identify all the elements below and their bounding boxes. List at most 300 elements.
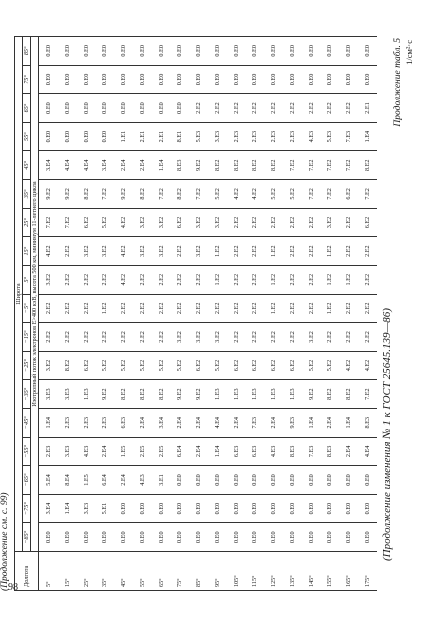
flux-value-cell: 4.E4 (208, 408, 227, 437)
flux-value-cell: 0.E0 (170, 65, 189, 94)
latitude-column-header: −75° (23, 494, 31, 523)
flux-value-cell: 9.E2 (58, 180, 77, 209)
longitude-cell: 85° (189, 552, 208, 591)
flux-value-cell: 5.E1 (95, 494, 114, 523)
latitude-column-header: 45° (23, 151, 31, 180)
flux-value-cell: 4.E2 (114, 237, 133, 266)
flux-value-cell: 8.E2 (208, 151, 227, 180)
flux-value-cell: 0.E0 (58, 37, 77, 66)
longitude-cell: 145° (302, 552, 321, 591)
flux-value-cell: 1.E2 (321, 265, 340, 294)
flux-value-cell: 2.E4 (264, 408, 283, 437)
flux-value-cell: 2.E2 (264, 94, 283, 123)
flux-value-cell: 3.E2 (39, 351, 58, 380)
flux-value-cell: 0.E0 (227, 523, 246, 552)
flux-value-cell: 8.E2 (321, 380, 340, 409)
flux-value-cell: 0.E0 (283, 466, 302, 495)
band-row (31, 37, 39, 591)
flux-value-cell: 2.E4 (321, 408, 340, 437)
flux-value-cell: 5.E2 (170, 351, 189, 380)
table-row (152, 37, 171, 591)
flux-value-cell: 0.E0 (114, 37, 133, 66)
flux-value-cell: 3.E2 (189, 208, 208, 237)
flux-value-cell: 0.E0 (95, 94, 114, 123)
flux-value-cell: 6.E2 (358, 208, 377, 237)
flux-value-cell: 3.E4 (39, 151, 58, 180)
flux-value-cell: 2.E2 (358, 265, 377, 294)
flux-value-cell: 0.E0 (302, 494, 321, 523)
flux-value-cell: 2.E2 (39, 294, 58, 323)
flux-value-cell: 8.E2 (152, 380, 171, 409)
flux-value-cell: 0.E0 (246, 466, 265, 495)
flux-value-cell: 1.E3 (264, 380, 283, 409)
flux-value-cell: 0.E0 (95, 122, 114, 151)
flux-value-cell: 0.E0 (358, 466, 377, 495)
flux-value-cell: 2.E2 (246, 208, 265, 237)
longitude-cell: 125° (264, 552, 283, 591)
flux-value-cell: 7.E2 (358, 180, 377, 209)
flux-value-cell: 6.E2 (170, 208, 189, 237)
flux-value-cell: 2.E2 (302, 94, 321, 123)
flux-value-cell: 4.E4 (358, 437, 377, 466)
flux-value-cell: 1.E3 (283, 380, 302, 409)
flux-value-cell: 2.E2 (58, 294, 77, 323)
flux-value-cell: 2.E2 (283, 294, 302, 323)
flux-value-cell: 2.E3 (246, 122, 265, 151)
flux-value-cell: 8.E3 (321, 437, 340, 466)
flux-value-cell: 2.E2 (246, 94, 265, 123)
flux-value-cell: 0.E0 (152, 65, 171, 94)
latitude-column-header: −5° (23, 294, 31, 323)
flux-value-cell: 2.E1 (133, 122, 152, 151)
longitude-cell: 25° (77, 552, 96, 591)
flux-value-cell: 7.E2 (95, 180, 114, 209)
flux-value-cell: 0.E0 (39, 523, 58, 552)
flux-value-cell: 0.E0 (114, 94, 133, 123)
flux-value-cell: 0.E0 (227, 65, 246, 94)
flux-value-cell: 0.E0 (170, 523, 189, 552)
flux-value-cell: 2.E2 (227, 208, 246, 237)
flux-value-cell: 2.E2 (95, 265, 114, 294)
flux-value-cell: 2.E2 (339, 94, 358, 123)
latitude-column-header: 85° (23, 37, 31, 66)
flux-value-cell: 4.E2 (246, 180, 265, 209)
page-number: 98 (8, 582, 18, 593)
flux-value-cell: 5.E3 (321, 122, 340, 151)
flux-value-cell: 2.E2 (283, 237, 302, 266)
flux-value-cell: 8.E4 (58, 466, 77, 495)
table-row (321, 37, 340, 591)
longitude-cell: 115° (246, 552, 265, 591)
flux-value-cell: 0.E0 (58, 523, 77, 552)
flux-value-cell: 2.E2 (77, 265, 96, 294)
table-row (39, 37, 58, 591)
flux-value-cell: 0.E0 (133, 94, 152, 123)
flux-value-cell: 2.E3 (264, 122, 283, 151)
flux-value-cell: 0.E0 (152, 94, 171, 123)
flux-value-cell: 1.E2 (264, 237, 283, 266)
flux-value-cell: 1.E4 (208, 437, 227, 466)
flux-value-cell: 2.E2 (114, 323, 133, 352)
flux-value-cell: 2.E2 (321, 94, 340, 123)
flux-value-cell: 2.E3 (58, 408, 77, 437)
continuation-note: (Продолжение см. с. 99) (0, 492, 10, 591)
flux-value-cell: 5.E2 (321, 351, 340, 380)
flux-value-cell: 2.E2 (170, 265, 189, 294)
flux-value-cell: 5.E3 (189, 122, 208, 151)
latitude-column-header: 75° (23, 65, 31, 94)
flux-value-cell: 9.E2 (170, 380, 189, 409)
flux-value-cell: 2.E4 (114, 151, 133, 180)
flux-value-cell: 8.E2 (264, 151, 283, 180)
flux-value-cell: 3.E3 (39, 380, 58, 409)
flux-value-cell: 5.E2 (208, 351, 227, 380)
flux-value-cell: 2.E2 (170, 237, 189, 266)
flux-value-cell: 6.E2 (283, 351, 302, 380)
flux-value-cell: 0.E0 (283, 37, 302, 66)
flux-value-cell: 0.E0 (283, 523, 302, 552)
flux-value-cell: 1.E3 (227, 380, 246, 409)
flux-value-cell: 2.E4 (114, 466, 133, 495)
flux-value-cell: 0.E0 (321, 37, 340, 66)
flux-value-cell: 6.E3 (246, 437, 265, 466)
flux-value-cell: 2.E2 (189, 265, 208, 294)
flux-value-cell: 0.E0 (208, 65, 227, 94)
flux-value-cell: 0.E0 (170, 94, 189, 123)
flux-value-cell: 3.E2 (189, 237, 208, 266)
flux-value-cell: 3.E2 (321, 208, 340, 237)
longitude-cell: 95° (208, 552, 227, 591)
flux-value-cell: 0.E0 (208, 466, 227, 495)
flux-value-cell: 6.E2 (246, 351, 265, 380)
flux-value-cell: 2.E2 (77, 323, 96, 352)
flux-value-cell: 5.E2 (302, 351, 321, 380)
flux-value-cell: 2.E2 (227, 237, 246, 266)
flux-value-cell: 4.E2 (339, 351, 358, 380)
flux-value-cell: 0.E0 (302, 37, 321, 66)
flux-value-cell: 6.E2 (227, 351, 246, 380)
flux-value-cell: 0.E0 (358, 37, 377, 66)
flux-value-cell: 5.E2 (95, 351, 114, 380)
flux-value-cell: 3.E2 (152, 237, 171, 266)
flux-value-cell: 2.E1 (152, 122, 171, 151)
flux-value-cell: 4.E3 (302, 122, 321, 151)
flux-value-cell: 2.E2 (58, 323, 77, 352)
flux-value-cell: 2.E2 (246, 294, 265, 323)
flux-value-cell: 3.E4 (39, 494, 58, 523)
table-row (227, 37, 246, 591)
flux-value-cell: 5.E2 (208, 180, 227, 209)
longitude-cell: 55° (133, 552, 152, 591)
flux-value-cell: 8.E2 (133, 180, 152, 209)
flux-value-cell: 0.E0 (39, 122, 58, 151)
flux-value-cell: 2.E5 (152, 437, 171, 466)
flux-value-cell: 3.E2 (39, 265, 58, 294)
flux-value-cell: 3.E3 (58, 380, 77, 409)
flux-value-cell: 7.E2 (152, 180, 171, 209)
flux-value-cell: 5.E2 (133, 351, 152, 380)
flux-value-cell: 1.E3 (77, 380, 96, 409)
flux-value-cell: 0.E0 (302, 523, 321, 552)
flux-value-cell: 9.E2 (39, 180, 58, 209)
latitude-column-header: −85° (23, 523, 31, 552)
flux-value-cell: 5.E2 (114, 351, 133, 380)
flux-value-cell: 2.E3 (77, 408, 96, 437)
table-header-row (15, 37, 23, 591)
latitude-values-row (23, 37, 31, 591)
flux-value-cell: 2.E3 (227, 122, 246, 151)
flux-value-cell: 7.E3 (339, 122, 358, 151)
latitude-column-header: −15° (23, 323, 31, 352)
flux-value-cell: 1.E3 (246, 380, 265, 409)
flux-value-cell: 0.E0 (170, 466, 189, 495)
table-row (133, 37, 152, 591)
flux-value-cell: 6.E3 (227, 437, 246, 466)
flux-value-cell: 2.E3 (95, 408, 114, 437)
flux-value-cell: 0.E0 (39, 65, 58, 94)
flux-value-cell: 2.E2 (302, 208, 321, 237)
flux-value-cell: 0.E0 (133, 494, 152, 523)
flux-value-cell: 6.E2 (189, 351, 208, 380)
flux-value-cell: 5.E4 (39, 466, 58, 495)
flux-value-cell: 3.E2 (208, 323, 227, 352)
flux-value-cell: 0.E0 (246, 523, 265, 552)
flux-value-cell: 5.E2 (283, 180, 302, 209)
flux-value-cell: 0.E0 (189, 65, 208, 94)
flux-value-cell: 2.E2 (152, 323, 171, 352)
flux-value-cell: 6.E4 (95, 466, 114, 495)
flux-value-cell: 4.E3 (133, 466, 152, 495)
flux-value-cell: 2.E2 (358, 323, 377, 352)
flux-value-cell: 4.E2 (114, 208, 133, 237)
flux-value-cell: 7.E2 (39, 208, 58, 237)
flux-value-cell: 2.E2 (302, 294, 321, 323)
flux-value-cell: 8.E2 (246, 151, 265, 180)
longitude-cell: 165° (339, 552, 358, 591)
flux-value-cell: 2.E4 (339, 437, 358, 466)
flux-value-cell: 2.E2 (283, 323, 302, 352)
flux-value-cell: 2.E4 (227, 408, 246, 437)
flux-value-cell: 9.E2 (95, 380, 114, 409)
longitude-cell: 155° (321, 552, 340, 591)
flux-value-cell: 2.E2 (114, 294, 133, 323)
table-row (95, 37, 114, 591)
flux-value-cell: 1.E2 (264, 265, 283, 294)
flux-value-cell: 0.E0 (246, 494, 265, 523)
flux-value-cell: 3.E4 (152, 408, 171, 437)
flux-value-cell: 2.E4 (133, 408, 152, 437)
unit-label: 1/см²·с (404, 40, 414, 65)
flux-value-cell: 0.E0 (189, 494, 208, 523)
table-continuation-label: Продолжение табл. 5 (393, 38, 403, 127)
flux-value-cell: 0.E0 (170, 37, 189, 66)
longitude-cell: 135° (283, 552, 302, 591)
flux-value-cell: 0.E0 (302, 466, 321, 495)
flux-value-cell: 2.E2 (283, 265, 302, 294)
flux-value-cell: 6.E2 (264, 351, 283, 380)
flux-value-cell: 0.E0 (227, 37, 246, 66)
flux-value-cell: 2.E2 (58, 265, 77, 294)
flux-value-cell: 0.E0 (227, 494, 246, 523)
flux-value-cell: 0.E0 (39, 37, 58, 66)
flux-value-cell: 1.E1 (114, 122, 133, 151)
flux-value-cell: 2.E5 (133, 437, 152, 466)
flux-value-cell: 8.E3 (170, 151, 189, 180)
flux-value-cell: 2.E1 (358, 94, 377, 123)
flux-value-cell: 0.E0 (95, 37, 114, 66)
table-row (264, 37, 283, 591)
flux-value-cell: 1.E5 (77, 466, 96, 495)
flux-value-cell: 0.E0 (264, 65, 283, 94)
flux-value-cell: 0.E0 (227, 466, 246, 495)
flux-value-cell: 0.E0 (208, 37, 227, 66)
flux-value-cell: 6.E2 (77, 208, 96, 237)
flux-value-cell: 3.E1 (152, 466, 171, 495)
flux-value-cell: 0.E0 (208, 523, 227, 552)
flux-value-cell: 0.E0 (321, 523, 340, 552)
flux-value-cell: 2.E2 (133, 323, 152, 352)
flux-value-cell: 8.E2 (358, 151, 377, 180)
flux-value-cell: 2.E2 (95, 323, 114, 352)
flux-value-cell: 2.E2 (246, 323, 265, 352)
flux-value-cell: 9.E2 (302, 380, 321, 409)
flux-value-cell: 3.E3 (208, 122, 227, 151)
longitude-cell: 75° (170, 552, 189, 591)
flux-value-cell: 2.E2 (227, 94, 246, 123)
flux-value-cell: 9.E2 (114, 180, 133, 209)
longitude-cell: 35° (95, 552, 114, 591)
flux-value-cell: 0.E0 (152, 523, 171, 552)
latitude-column-header: 5° (23, 265, 31, 294)
flux-value-cell: 4.E2 (114, 265, 133, 294)
flux-value-cell: 1.E2 (208, 237, 227, 266)
flux-value-cell: 1.E2 (339, 265, 358, 294)
flux-value-cell: 7.E2 (302, 180, 321, 209)
flux-value-cell: 0.E0 (321, 65, 340, 94)
flux-value-cell: 2.E2 (77, 294, 96, 323)
flux-value-cell: 1.E5 (114, 437, 133, 466)
longitude-cell: 65° (152, 552, 171, 591)
flux-value-cell: 0.E0 (264, 466, 283, 495)
flux-value-cell: 2.E2 (39, 323, 58, 352)
flux-value-cell: 4.E4 (77, 151, 96, 180)
flux-value-cell: 2.E2 (58, 237, 77, 266)
flux-value-cell: 1.E2 (321, 294, 340, 323)
flux-value-cell: 1.E4 (39, 408, 58, 437)
flux-value-cell: 8.E2 (77, 180, 96, 209)
flux-value-cell: 0.E0 (95, 523, 114, 552)
longitude-cell: 175° (358, 552, 377, 591)
latitude-column-header: 15° (23, 237, 31, 266)
flux-value-cell: 3.E2 (77, 237, 96, 266)
latitude-column-header: −35° (23, 380, 31, 409)
flux-value-cell: 0.E0 (133, 37, 152, 66)
flux-value-cell: 3.E4 (95, 151, 114, 180)
flux-value-cell: 1.E4 (358, 122, 377, 151)
flux-value-cell: 0.E0 (264, 37, 283, 66)
flux-value-cell: 5.E2 (264, 180, 283, 209)
flux-value-cell: 8.E3 (283, 437, 302, 466)
flux-value-cell: 2.E2 (246, 237, 265, 266)
flux-value-cell: 5.E2 (152, 351, 171, 380)
flux-value-cell: 2.E4 (170, 408, 189, 437)
flux-value-cell: 3.E2 (95, 237, 114, 266)
flux-value-cell: 0.E0 (189, 37, 208, 66)
flux-value-cell: 0.E0 (77, 94, 96, 123)
flux-value-cell: 0.E0 (358, 494, 377, 523)
flux-value-cell: 4.E3 (77, 437, 96, 466)
flux-value-cell: 0.E0 (77, 37, 96, 66)
flux-value-cell: 2.E4 (95, 437, 114, 466)
flux-value-cell: 2.E2 (170, 294, 189, 323)
flux-value-cell: 0.E0 (114, 523, 133, 552)
flux-value-cell: 0.E0 (339, 494, 358, 523)
flux-value-cell: 8.E2 (170, 180, 189, 209)
flux-value-cell: 8.E2 (227, 151, 246, 180)
flux-value-cell: 0.E0 (133, 65, 152, 94)
flux-value-cell: 2.E2 (358, 237, 377, 266)
flux-value-cell: 8.E2 (114, 380, 133, 409)
longitude-cell: 105° (227, 552, 246, 591)
flux-value-cell: 3.E3 (58, 437, 77, 466)
flux-value-cell: 3.E2 (189, 323, 208, 352)
flux-value-cell: 0.E0 (58, 65, 77, 94)
flux-value-cell: 0.E0 (58, 94, 77, 123)
flux-value-cell: 0.E0 (321, 494, 340, 523)
flux-value-cell: 0.E0 (321, 466, 340, 495)
flux-value-cell: 7.E2 (283, 151, 302, 180)
flux-value-cell: 2.E2 (208, 94, 227, 123)
flux-value-cell: 1.E4 (302, 408, 321, 437)
table-row (283, 37, 302, 591)
flux-value-cell: 3.E2 (133, 208, 152, 237)
flux-value-cell: 0.E0 (339, 65, 358, 94)
table-row (339, 37, 358, 591)
flux-value-cell: 0.E0 (77, 122, 96, 151)
flux-value-cell: 0.E0 (208, 494, 227, 523)
flux-value-cell: 0.E0 (283, 494, 302, 523)
flux-value-cell: 3.E2 (170, 323, 189, 352)
longitude-cell: 5° (39, 552, 58, 591)
flux-value-cell: 2.E2 (358, 294, 377, 323)
flux-value-cell: 2.E2 (227, 294, 246, 323)
flux-value-cell: 3.E3 (77, 494, 96, 523)
band-label: Изотропный поток электронов E>400 кэВ, высота 500 км, минимум 11-летнего цикла (31, 37, 39, 552)
flux-value-cell: 3.E2 (208, 208, 227, 237)
table-row (170, 37, 189, 591)
latitude-column-header: −25° (23, 351, 31, 380)
flux-value-cell: 2.E2 (339, 294, 358, 323)
flux-value-cell: 2.E2 (302, 265, 321, 294)
flux-value-cell: 2.E2 (152, 265, 171, 294)
flux-value-cell: 4.E2 (39, 237, 58, 266)
table-row (58, 37, 77, 591)
flux-value-cell: 2.E2 (208, 294, 227, 323)
flux-value-cell: 0.E0 (339, 523, 358, 552)
flux-value-cell: 0.E0 (39, 94, 58, 123)
flux-value-cell: 0.E0 (58, 122, 77, 151)
flux-value-cell: 8.E2 (58, 351, 77, 380)
flux-table (14, 36, 377, 591)
flux-value-cell: 0.E0 (114, 65, 133, 94)
flux-value-cell: 9.E2 (189, 151, 208, 180)
flux-value-cell: 7.E3 (246, 408, 265, 437)
flux-value-cell: 0.E0 (264, 494, 283, 523)
flux-value-cell: 1.E2 (264, 294, 283, 323)
flux-value-cell: 2.E2 (152, 294, 171, 323)
flux-value-cell: 0.E0 (339, 37, 358, 66)
flux-value-cell: 2.E3 (39, 437, 58, 466)
